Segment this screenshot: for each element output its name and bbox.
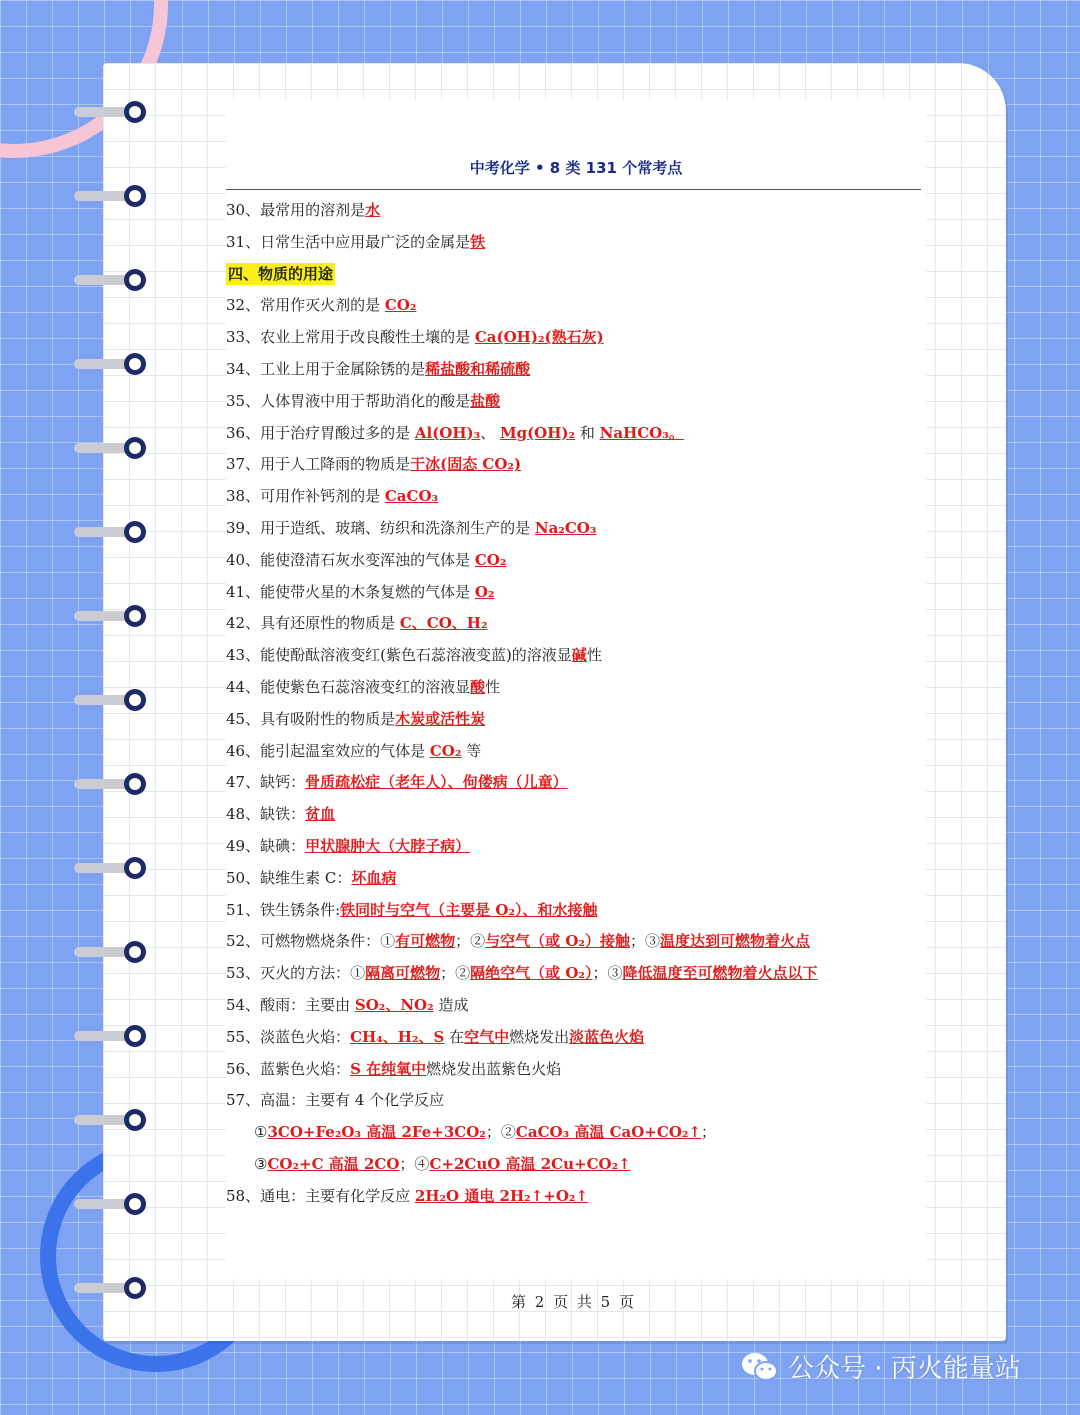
list-item [226, 227, 926, 259]
document-sheet [226, 99, 926, 1311]
question-text: 55、淡蓝色火焰： [226, 1027, 351, 1046]
list-item [226, 449, 926, 481]
answer-text: SO₂、NO₂ [354, 995, 434, 1014]
answer-text: 碱 [571, 646, 587, 665]
answer-text: Al(OH)₃ [414, 423, 481, 442]
list-item [226, 1022, 926, 1054]
list-item [226, 195, 926, 227]
answer-text: 有可燃物 [395, 932, 456, 951]
notebook-page [103, 63, 1006, 1341]
question-text: 36、用于治疗胃酸过多的是 [226, 423, 415, 442]
document-title: 中考化学 • 8 类 131 个常考点 [469, 159, 683, 177]
question-text: 35、人体胃液中用于帮助消化的酸是 [226, 391, 471, 410]
list-item [226, 799, 926, 831]
list-item [226, 481, 926, 513]
list-item [226, 958, 926, 990]
list-item [226, 1054, 926, 1086]
question-text: 51、铁生锈条件: [226, 900, 341, 919]
answer-text: C+2CuO 高温 2Cu+CO₂↑ [429, 1154, 631, 1173]
question-text: 43、能使酚酞溶液变红(紫色石蕊溶液变蓝)的溶液显 [226, 646, 572, 665]
answer-text: 贫血 [305, 805, 336, 824]
list-item [226, 577, 926, 609]
list-item [226, 831, 926, 863]
point-list [226, 195, 926, 1213]
list-item [226, 1181, 926, 1213]
question-text: ；② [455, 932, 486, 951]
answer-text: 骨质疏松症（老年人）、佝偻病（儿童） [305, 773, 568, 792]
question-text: 性 [586, 646, 602, 665]
list-item [226, 767, 926, 799]
question-text: 44、能使紫色石蕊溶液变红的溶液显 [226, 677, 471, 696]
list-item [226, 545, 926, 577]
binder-ring [74, 521, 146, 543]
question-text: 54、酸雨：主要由 [226, 995, 355, 1014]
answer-text: 铁 [470, 232, 486, 251]
question-text: 等 [461, 741, 482, 760]
question-text: 52、可燃物燃烧条件：① [226, 932, 396, 951]
list-item [226, 290, 926, 322]
answer-text: 甲状腺肿大（大脖子病） [305, 836, 471, 855]
watermark [740, 1348, 1021, 1385]
question-text: 56、蓝紫色火焰： [226, 1059, 351, 1078]
list-item [226, 1085, 926, 1117]
answer-text: 铁同时与空气（主要是 O₂）、和水接触 [340, 900, 598, 919]
question-text: 34、工业上用于金属除锈的是 [226, 359, 426, 378]
question-text: 30、最常用的溶剂是 [226, 201, 366, 219]
binder-ring [74, 185, 146, 207]
question-text: 42、具有还原性的物质是 [226, 614, 400, 633]
list-item [226, 895, 926, 927]
answer-text: S 在纯氧中 [350, 1059, 427, 1078]
binder-ring [74, 1277, 146, 1299]
answer-text: CaCO₃ [384, 487, 439, 506]
question-text: ① [254, 1123, 268, 1142]
question-text: ；③ [629, 932, 660, 951]
question-text: 57、高温：主要有 4 个化学反应 [226, 1091, 445, 1110]
binder-ring [74, 1109, 146, 1131]
answer-text: 3CO+Fe₂O₃ 高温 2Fe+3CO₂ [267, 1123, 486, 1142]
question-text: ； [701, 1123, 717, 1142]
answer-text: 温度达到可燃物着火点 [660, 932, 811, 951]
page-footer: 第 2 页 共 5 页 [511, 1293, 636, 1311]
answer-text: 与空气（或 O₂）接触 [485, 932, 630, 951]
answer-text: CO₂ [429, 741, 462, 760]
answer-text: 木炭或活性炭 [395, 709, 486, 728]
binder-ring [74, 941, 146, 963]
question-text: 41、能使带火星的木条复燃的气体是 [226, 582, 475, 601]
binder-ring [74, 857, 146, 879]
list-item [226, 990, 926, 1022]
answer-text: 淡蓝色火焰 [569, 1027, 645, 1046]
binder-ring [74, 1025, 146, 1047]
question-text: 48、缺铁： [226, 805, 306, 824]
header-rule [226, 189, 921, 190]
wechat-icon [740, 1351, 780, 1383]
question-text: 38、可用作补钙剂的是 [226, 487, 385, 506]
question-text: ；② [440, 964, 471, 983]
section-heading: 四、物质的用途 [228, 264, 334, 283]
question-text: 32、常用作灭火剂的是 [226, 296, 385, 315]
question-text: 造成 [433, 995, 469, 1014]
answer-text: 盐酸 [470, 391, 501, 410]
list-item [226, 259, 926, 291]
answer-text: 坏血病 [351, 868, 397, 887]
question-text: 在 [444, 1027, 465, 1046]
list-item [226, 1149, 926, 1181]
answer-text: CO₂ [384, 296, 417, 315]
answer-text: Ca(OH)₂(熟石灰) [474, 328, 604, 347]
answer-text: Mg(OH)₂ [499, 423, 576, 442]
question-text: 49、缺碘： [226, 836, 306, 855]
binder-ring [74, 773, 146, 795]
question-text: 39、用于造纸、玻璃、纺织和洗涤剂生产的是 [226, 518, 535, 537]
answer-text: 水 [365, 201, 381, 219]
binder-ring [74, 605, 146, 627]
question-text: 和 [575, 423, 600, 442]
answer-text: CO₂ [474, 550, 507, 569]
answer-text: CaCO₃ 高温 CaO+CO₂↑ [515, 1123, 702, 1142]
question-text: ；② [485, 1123, 516, 1142]
binder-ring [74, 269, 146, 291]
binder-ring [74, 437, 146, 459]
question-text: 46、能引起温室效应的气体是 [226, 741, 430, 760]
question-text: ；③ [592, 964, 623, 983]
question-text: 、 [480, 423, 500, 442]
answer-text: 干冰(固态 CO₂) [410, 455, 522, 474]
list-item [226, 354, 926, 386]
question-text: 53、灭火的方法：① [226, 964, 366, 983]
list-item [226, 704, 926, 736]
question-text: 50、缺维生素 C： [226, 868, 352, 887]
list-item [226, 608, 926, 640]
answer-text: 隔绝空气（或 O₂） [470, 964, 593, 983]
question-text: ；④ [399, 1154, 430, 1173]
list-item [226, 513, 926, 545]
question-text: 37、用于人工降雨的物质是 [226, 455, 411, 474]
list-item [226, 672, 926, 704]
binder-ring [74, 1193, 146, 1215]
list-item [226, 1117, 926, 1149]
answer-text: 空气中 [464, 1027, 510, 1046]
question-text: 31、日常生活中应用最广泛的金属是 [226, 232, 471, 251]
list-item [226, 640, 926, 672]
answer-text: 降低温度至可燃物着火点以下 [622, 964, 818, 983]
binder-ring [74, 353, 146, 375]
answer-text: C、CO、H₂ [399, 614, 488, 633]
answer-text: 2H₂O 通电 2H₂↑+O₂↑ [414, 1186, 589, 1205]
question-text: ③ [254, 1154, 268, 1173]
question-text: 45、具有吸附性的物质是 [226, 709, 396, 728]
watermark-text: 公众号 · 丙火能量站 [788, 1354, 1021, 1384]
binder-ring [74, 689, 146, 711]
answer-text: CO₂+C 高温 2CO [267, 1154, 400, 1173]
list-item [226, 386, 926, 418]
question-text: 燃烧发出 [509, 1027, 570, 1046]
question-text: 58、通电：主要有化学反应 [226, 1186, 415, 1205]
answer-text: O₂ [474, 582, 495, 601]
answer-text: CH₄、H₂、S [350, 1027, 445, 1046]
question-text: 33、农业上常用于改良酸性土壤的是 [226, 328, 475, 347]
list-item [226, 322, 926, 354]
answer-text: 稀盐酸和稀硫酸 [425, 359, 531, 378]
question-text: 性 [485, 677, 501, 696]
list-item [226, 418, 926, 450]
answer-text: 酸 [470, 677, 486, 696]
list-item [226, 863, 926, 895]
answer-text: NaHCO₃。 [599, 423, 684, 442]
binder-ring [74, 101, 146, 123]
list-item [226, 736, 926, 768]
question-text: 40、能使澄清石灰水变浑浊的气体是 [226, 550, 475, 569]
list-item [226, 926, 926, 958]
question-text: 燃烧发出蓝紫色火焰 [426, 1059, 562, 1078]
answer-text: 隔离可燃物 [365, 964, 441, 983]
answer-text: Na₂CO₃ [534, 518, 597, 537]
question-text: 47、缺钙： [226, 773, 306, 792]
